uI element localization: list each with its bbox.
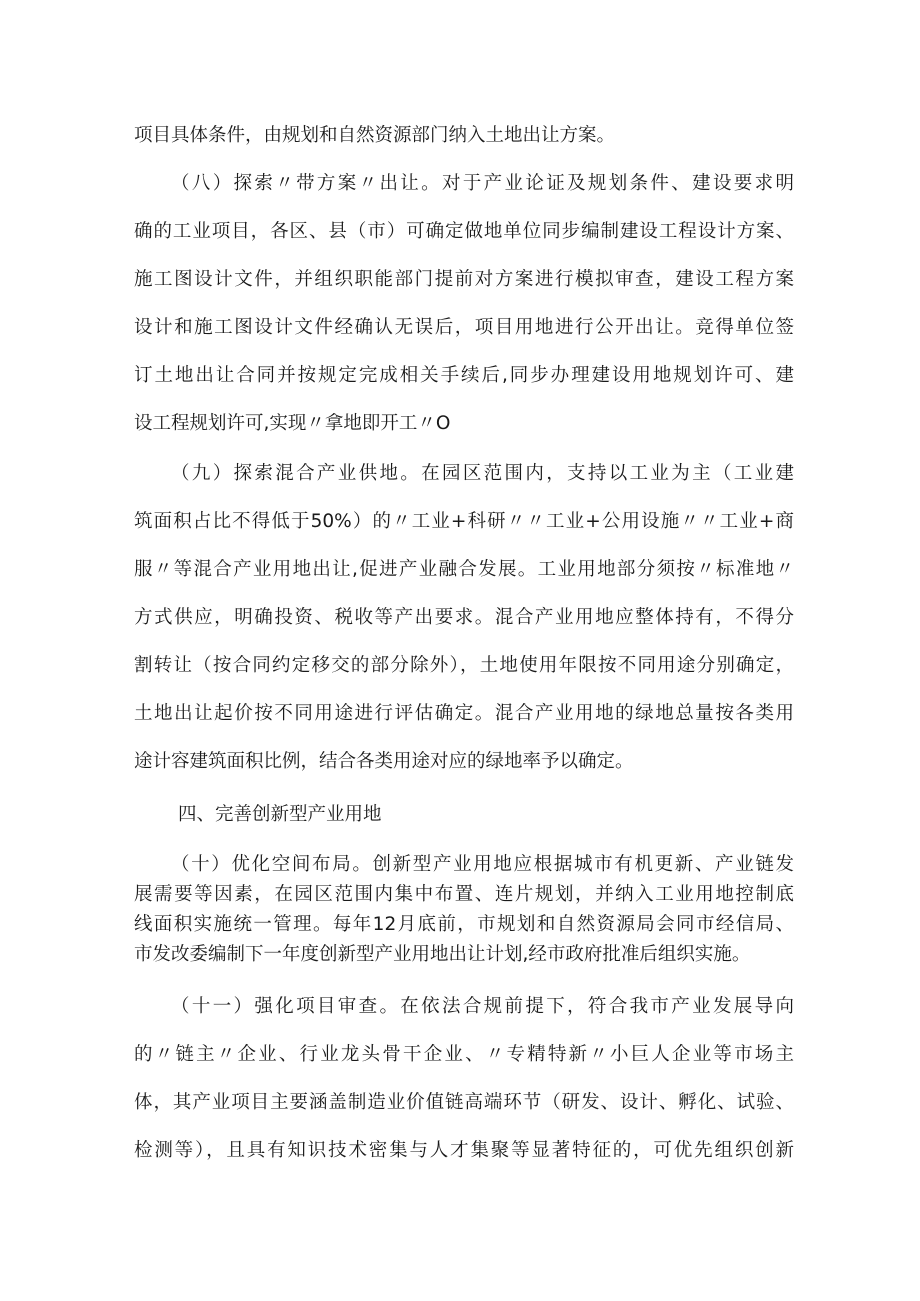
- text-line: 市发改委编制下一年度创新型产业用地出让计划,经市政府批准后组织实施。: [134, 944, 751, 965]
- text-line: 体，其产业项目主要涵盖制造业价值链高端环节（研发、设计、孵化、试验、: [134, 1092, 794, 1113]
- text-line: 设工程规划许可,实现〃拿地即开工〃O: [134, 413, 451, 434]
- text-line: 服〃等混合产业用地出让,促进产业融合发展。工业用地部分须按〃标准地〃: [134, 559, 794, 580]
- text-line: 土地出让起价按不同用途进行评估确定。混合产业用地的绿地总量按各类用: [134, 703, 794, 724]
- text-line: 的〃链主〃企业、行业龙头骨干企业、〃专精特新〃小巨人企业等市场主: [134, 1044, 794, 1065]
- text-line: （十）优化空间布局。创新型产业用地应根据城市有机更新、产业链发: [171, 854, 794, 875]
- text-line: 订土地出让合同并按规定完成相关手续后,同步办理建设用地规划许可、建: [134, 365, 794, 386]
- text-line: 展需要等因素，在园区范围内集中布置、连片规划，并纳入工业用地控制底: [134, 884, 794, 905]
- text-line: 检测等），且具有知识技术密集与人才集聚等显著特征的，可优先组织创新: [134, 1140, 794, 1161]
- text-line: （十一）强化项目审查。在依法合规前提下，符合我市产业发展导向: [171, 996, 794, 1017]
- text-line: 方式供应，明确投资、税收等产出要求。混合产业用地应整体持有，不得分: [134, 607, 794, 628]
- section-heading-4: 四、完善创新型产业用地: [178, 804, 382, 825]
- text-line: 设计和施工图设计文件经确认无误后，项目用地进行公开出让。竞得单位签: [134, 317, 794, 338]
- text-line: 确的工业项目，各区、县（市）可确定做地单位同步编制建设工程设计方案、: [134, 221, 794, 242]
- text-line: 割转让（按合同约定移交的部分除外），土地使用年限按不同用途分别确定，: [134, 655, 794, 676]
- text-line: 筑面积占比不得低于50%）的〃工业+科研〃〃工业+公用设施〃〃工业+商: [134, 511, 794, 532]
- paragraph-section-8: [134, 160, 794, 448]
- paragraph-section-10: [134, 850, 794, 970]
- text-line: （九）探索混合产业供地。在园区范围内，支持以工业为主（工业建: [171, 463, 794, 484]
- paragraph-land-transfer-scheme: [134, 112, 794, 160]
- paragraph-section-9: [134, 450, 794, 786]
- paragraph-section-11: [134, 983, 794, 1175]
- text-line: 项目具体条件，由规划和自然资源部门纳入土地出让方案。: [134, 125, 616, 146]
- text-line: （八）探索〃带方案〃出让。对于产业论证及规划条件、建设要求明: [171, 173, 794, 194]
- text-line: 途计容建筑面积比例，结合各类用途对应的绿地率予以确定。: [134, 751, 634, 772]
- text-line: 施工图设计文件，并组织职能部门提前对方案进行模拟审查，建设工程方案: [134, 269, 794, 290]
- text-line: 线面积实施统一管理。每年12月底前，市规划和自然资源局会同市经信局、: [134, 914, 794, 935]
